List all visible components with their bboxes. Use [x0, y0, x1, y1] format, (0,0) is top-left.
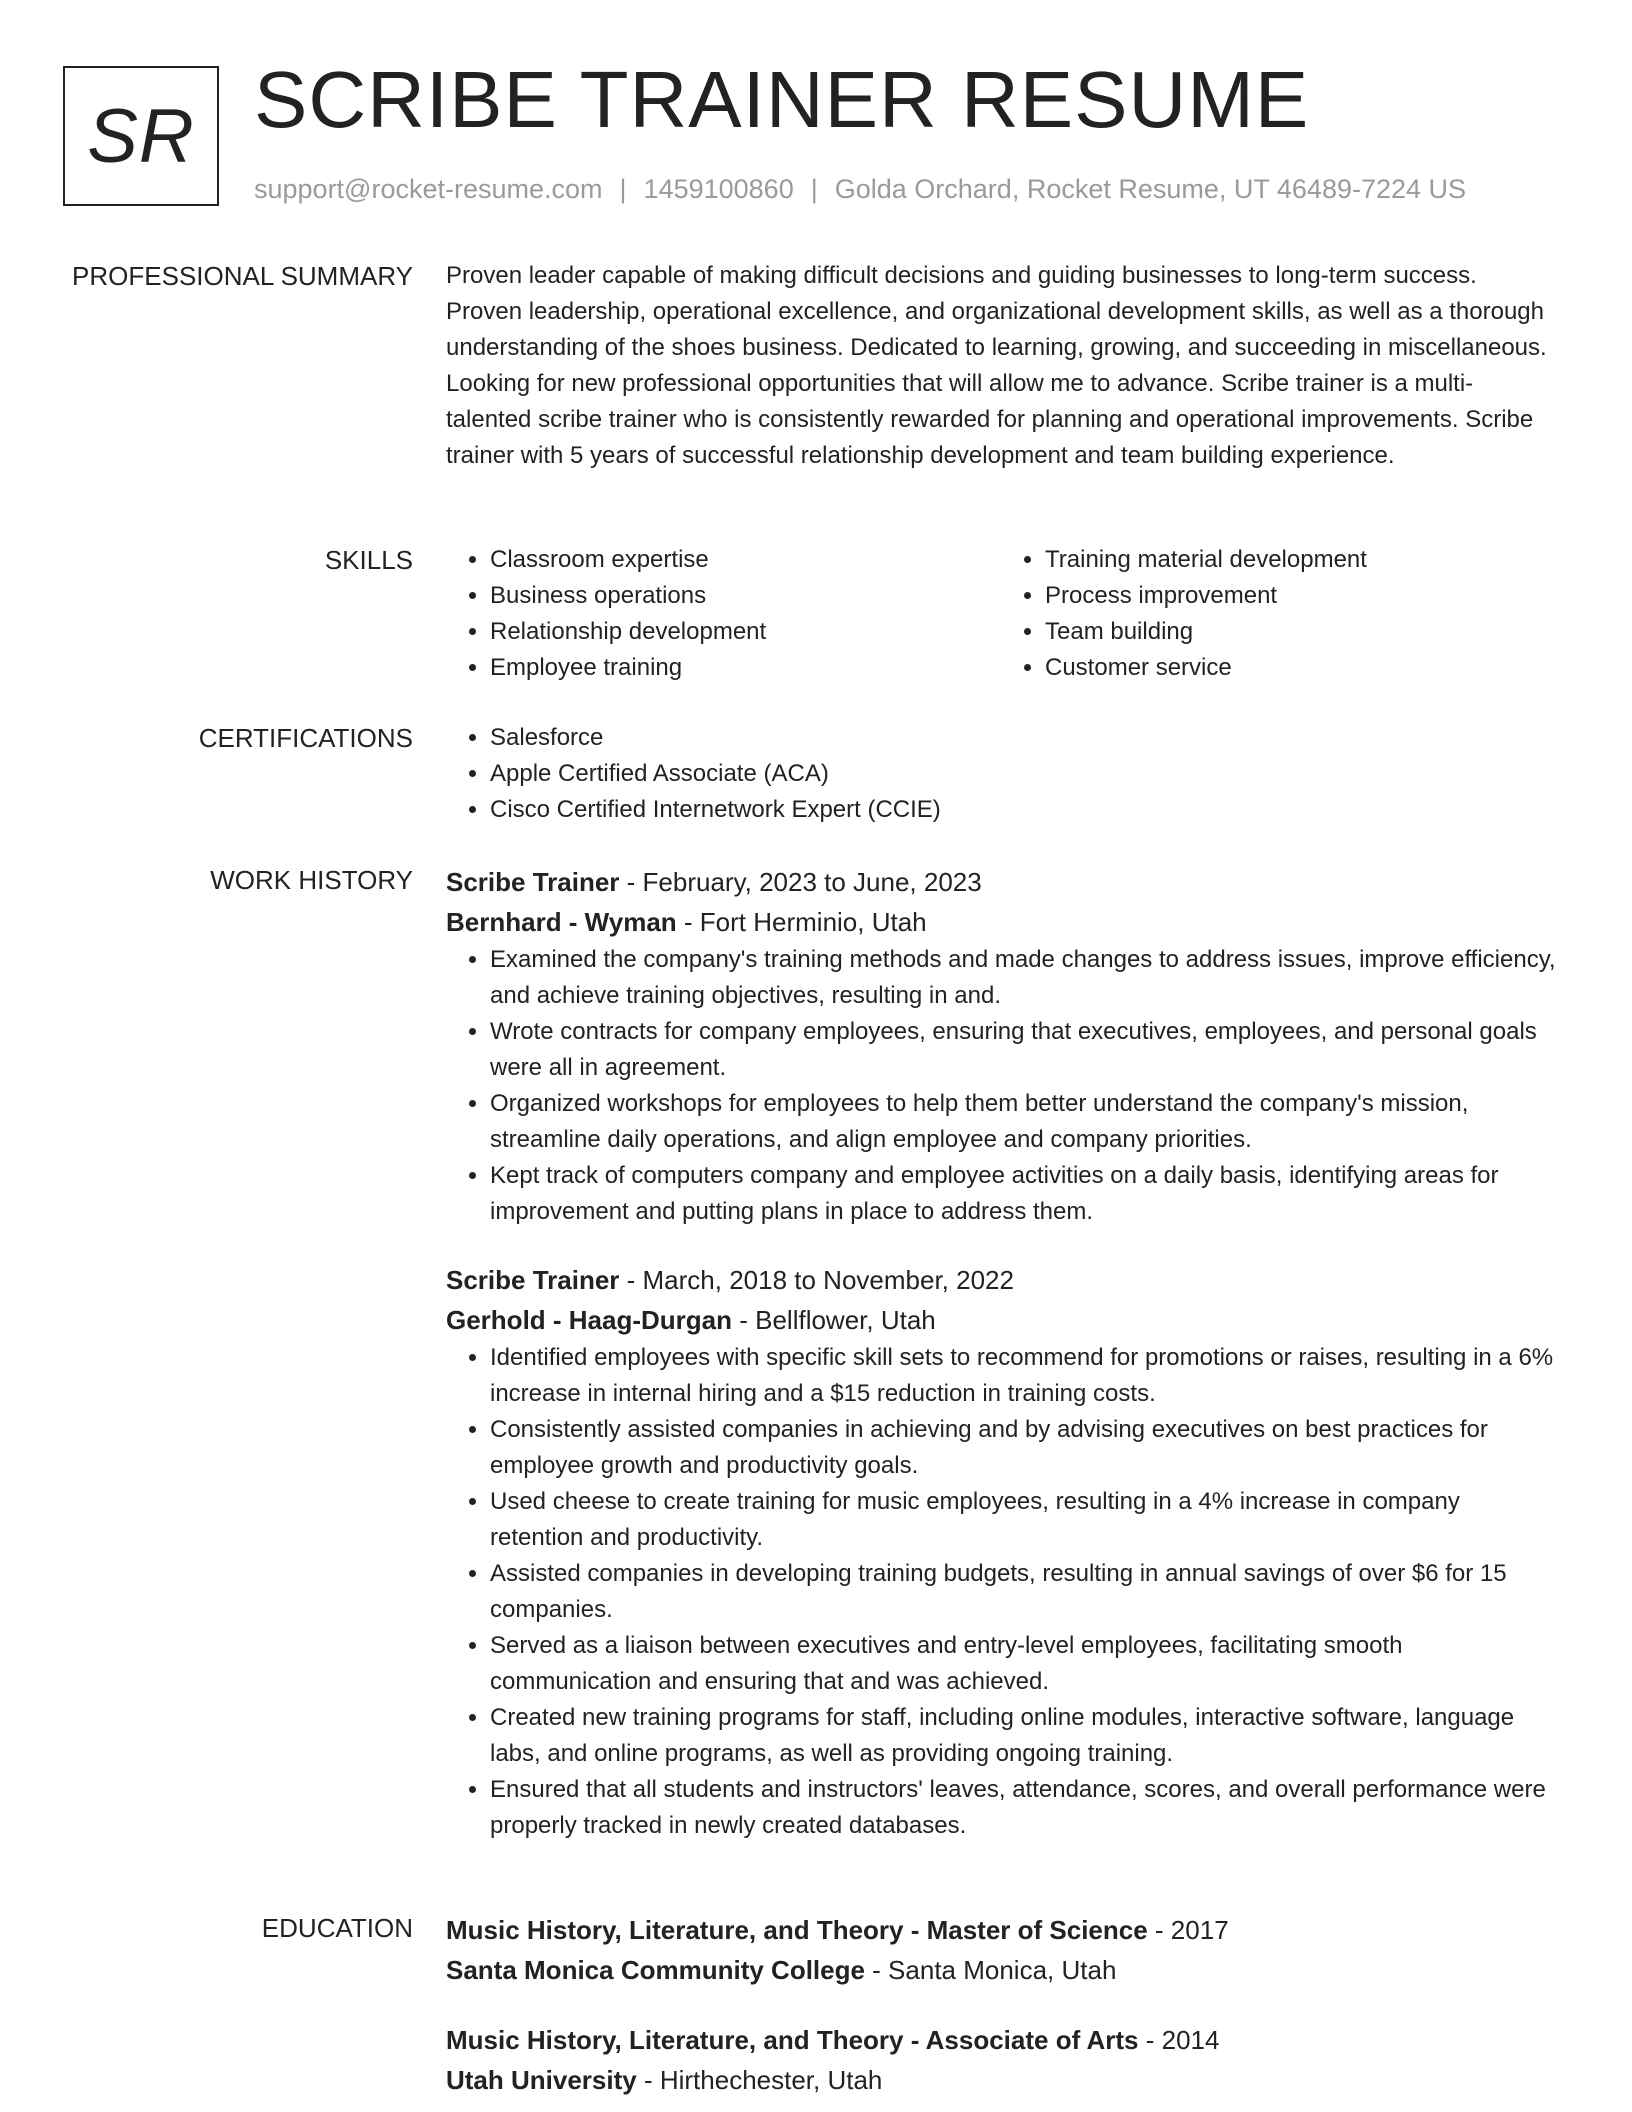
skill-item: • Business operations: [490, 578, 1001, 614]
job-dates: - February, 2023 to June, 2023: [619, 867, 982, 897]
certifications-list: [446, 720, 1556, 828]
job-bullets: [446, 942, 1556, 1230]
job-bullets: [446, 1340, 1556, 1844]
skills-list-left: [446, 542, 1001, 686]
contact-address: Golda Orchard, Rocket Resume, UT 46489-7224 US: [834, 174, 1467, 204]
contact-email[interactable]: support@rocket-resume.com: [254, 174, 603, 204]
job-title-line: [446, 862, 1556, 902]
resume-title: SCRIBE TRAINER RESUME: [254, 55, 1310, 144]
school-name: Santa Monica Community College: [446, 1955, 865, 1985]
job-title: Scribe Trainer: [446, 867, 620, 897]
certification-item: • Salesforce: [490, 720, 1556, 756]
job-title-line: [446, 1260, 1556, 1300]
contact-line: [254, 174, 1466, 205]
job-bullet: • Organized workshops for employees to help them better understand the company's mission, streamline daily operations, and align employee and company priorities.: [490, 1086, 1556, 1158]
job-dates: - March, 2018 to November, 2022: [619, 1265, 1014, 1295]
certifications-heading: CERTIFICATIONS: [198, 723, 413, 753]
job-bullet: • Examined the company's training methods and made changes to address issues, improve efficiency, and achieve training objectives, resulting in and.: [490, 942, 1556, 1014]
job-bullet: • Created new training programs for staff, including online modules, interactive software, language labs, and online programs, as well as providing ongoing training.: [490, 1700, 1556, 1772]
skill-item: • Team building: [1045, 614, 1556, 650]
contact-phone[interactable]: 1459100860: [643, 174, 794, 204]
skill-item: • Customer service: [1045, 650, 1556, 686]
job-location: - Bellflower, Utah: [732, 1305, 936, 1335]
job-company: Gerhold - Haag-Durgan: [446, 1305, 733, 1335]
degree-name: Music History, Literature, and Theory - Associate of Arts: [446, 2025, 1139, 2055]
job-bullet: • Served as a liaison between executives and entry-level employees, facilitating smooth communication and ensuring that and was achieved.: [490, 1628, 1556, 1700]
job-location: - Fort Herminio, Utah: [676, 907, 927, 937]
skill-item: • Classroom expertise: [490, 542, 1001, 578]
degree-year: - 2014: [1138, 2025, 1220, 2055]
school-location: - Hirthechester, Utah: [636, 2065, 883, 2095]
contact-separator: |: [619, 174, 627, 204]
skills-heading: SKILLS: [324, 545, 413, 575]
monogram-initials: SR: [87, 93, 195, 179]
job-entry: [446, 1260, 1556, 1844]
school-line: [446, 2060, 1556, 2100]
skill-item: • Employee training: [490, 650, 1001, 686]
certification-item: • Cisco Certified Internetwork Expert (CCIE): [490, 792, 1556, 828]
summary-text: Proven leader capable of making difficult decisions and guiding businesses to long-term success. Proven leadership, operational excellence, and organizational development skills, as well as a thorough understanding of the shoes business. Dedicated to learning, growing, and succeeding in miscellaneous. Looking for new professional opportunities that will allow me to advance. Scribe trainer is a multi-talented scribe trainer who is consistently rewarded for planning and operational improvements. Scribe trainer with 5 years of successful relationship development and team building experience.: [446, 262, 1547, 469]
skill-item: • Relationship development: [490, 614, 1001, 650]
school-name: Utah University: [446, 2065, 637, 2095]
certification-item: • Apple Certified Associate (ACA): [490, 756, 1556, 792]
job-company-line: [446, 902, 1556, 942]
education-entry: [446, 2020, 1556, 2100]
degree-name: Music History, Literature, and Theory - Master of Science: [446, 1915, 1148, 1945]
job-bullet: • Assisted companies in developing training budgets, resulting in annual savings of over $6 for 15 companies.: [490, 1556, 1556, 1628]
job-bullet: • Kept track of computers company and employee activities on a daily basis, identifying areas for improvement and putting plans in place to address them.: [490, 1158, 1556, 1230]
education-entry: [446, 1910, 1556, 1990]
degree-line: [446, 1910, 1556, 1950]
summary-heading: PROFESSIONAL SUMMARY: [72, 261, 413, 291]
monogram-box: [63, 66, 219, 206]
school-line: [446, 1950, 1556, 1990]
job-bullet: • Identified employees with specific skill sets to recommend for promotions or raises, resulting in a 6% increase in internal hiring and a $15 reduction in training costs.: [490, 1340, 1556, 1412]
skills-grid: [446, 542, 1556, 686]
job-bullet: • Used cheese to create training for music employees, resulting in a 4% increase in company retention and productivity.: [490, 1484, 1556, 1556]
job-bullet: • Ensured that all students and instructors' leaves, attendance, scores, and overall performance were properly tracked in newly created databases.: [490, 1772, 1556, 1844]
job-bullet: • Consistently assisted companies in achieving and by advising executives on best practices for employee growth and productivity goals.: [490, 1412, 1556, 1484]
work-history-heading: WORK HISTORY: [210, 865, 413, 895]
job-entry: [446, 862, 1556, 1230]
job-bullet: • Wrote contracts for company employees, ensuring that executives, employees, and personal goals were all in agreement.: [490, 1014, 1556, 1086]
degree-line: [446, 2020, 1556, 2060]
education-heading: EDUCATION: [261, 1913, 413, 1943]
school-location: - Santa Monica, Utah: [864, 1955, 1117, 1985]
skills-list-right: [1001, 542, 1556, 686]
contact-separator: |: [810, 174, 818, 204]
job-company: Bernhard - Wyman: [446, 907, 677, 937]
job-company-line: [446, 1300, 1556, 1340]
skill-item: • Process improvement: [1045, 578, 1556, 614]
skill-item: • Training material development: [1045, 542, 1556, 578]
job-title: Scribe Trainer: [446, 1265, 620, 1295]
degree-year: - 2017: [1147, 1915, 1229, 1945]
